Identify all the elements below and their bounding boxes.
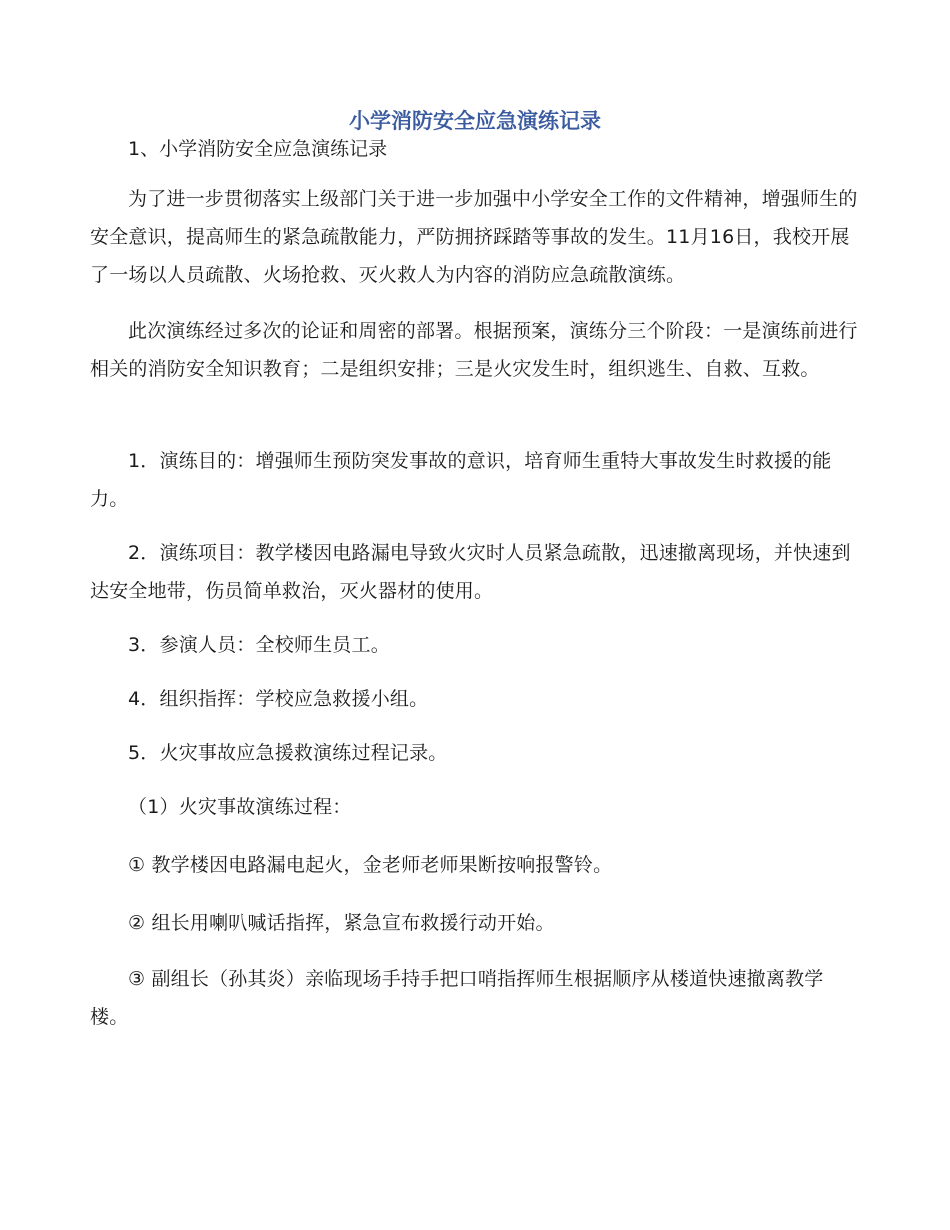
paragraph-intro: 为了进一步贯彻落实上级部门关于进一步加强中小学安全工作的文件精神，增强师生的安全意识，提高师生的紧急疏散能力，严防拥挤踩踏等事故的发生。11月16日，我校开展了一场以人员疏散、火场抢救、灭火救人为内容的消防应急疏散演练。: [90, 188, 858, 286]
paragraph-record: 5．火灾事故应急援救演练过程记录。: [128, 742, 448, 764]
paragraph-stages: 此次演练经过多次的论证和周密的部署。根据预案，演练分三个阶段：一是演练前进行相关的消防安全知识教育；二是组织安排；三是火灾发生时，组织逃生、自救、互救。: [90, 320, 858, 380]
paragraph-step-1: ① 教学楼因电路漏电起火，金老师老师果断按响报警铃。: [128, 854, 613, 876]
paragraph-command: 4．组织指挥：学校应急救援小组。: [128, 688, 429, 710]
document-title: 小学消防安全应急演练记录: [349, 108, 601, 133]
document-subtitle: 1、小学消防安全应急演练记录: [128, 138, 388, 160]
paragraph-process-heading: （1）火灾事故演练过程：: [128, 796, 352, 818]
paragraph-purpose: 1．演练目的：增强师生预防突发事故的意识，培育师生重特大事故发生时救援的能力。: [90, 450, 832, 510]
paragraph-project: 2．演练项目：教学楼因电路漏电导致火灾时人员紧急疏散，迅速撤离现场，并快速到达安全地带，伤员简单救治，灭火器材的使用。: [90, 542, 851, 602]
paragraph-step-3: ③ 副组长（孙其炎）亲临现场手持手把口哨指挥师生根据顺序从楼道快速撤离教学楼。: [90, 968, 824, 1028]
paragraph-participants: 3．参演人员：全校师生员工。: [128, 634, 390, 656]
paragraph-step-2: ② 组长用喇叭喊话指挥，紧急宣布救援行动开始。: [128, 912, 555, 934]
